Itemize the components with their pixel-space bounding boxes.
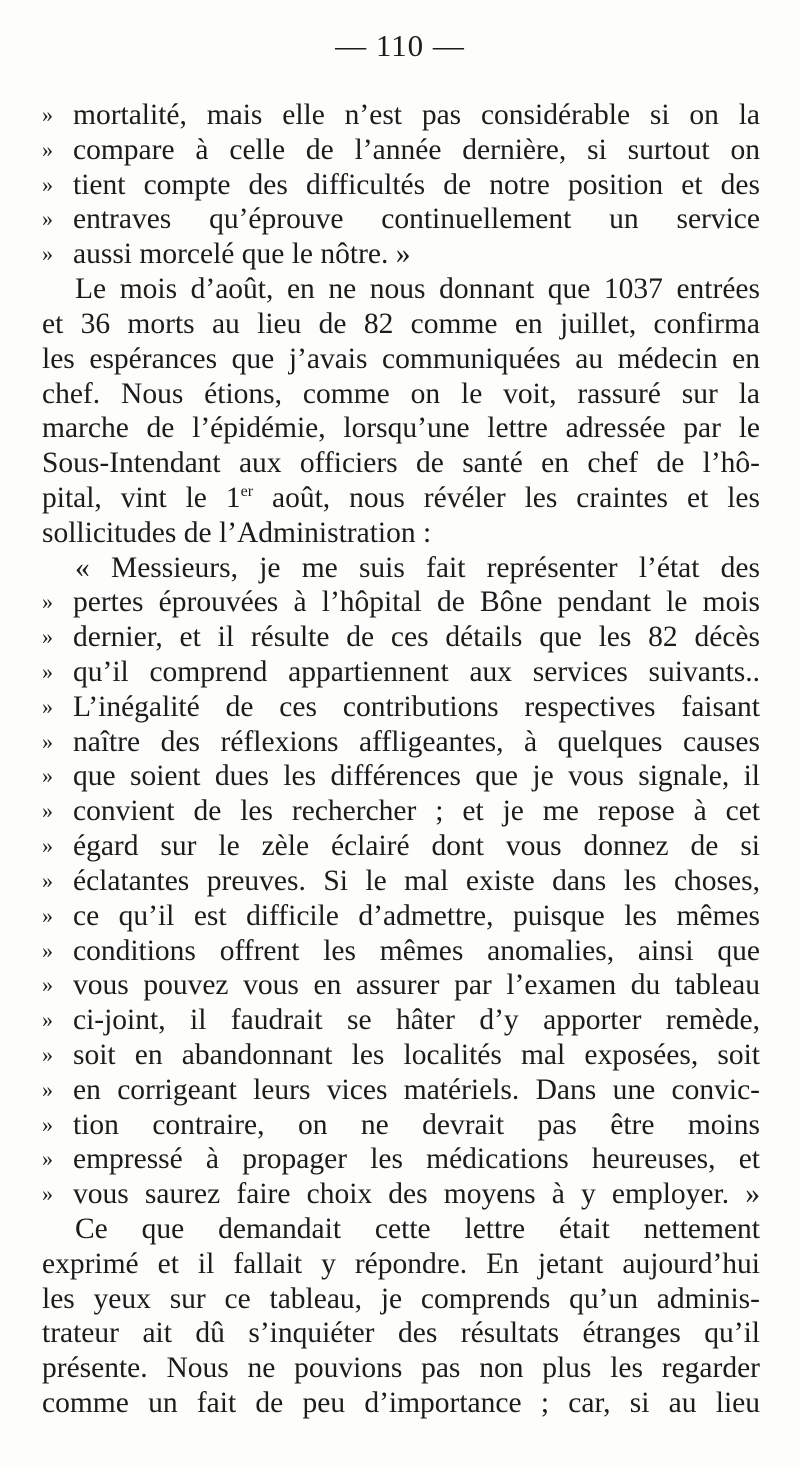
- line-text: ce qu’il est difficile d’admettre, puisque les mêmes: [73, 899, 760, 932]
- quote-mark: »: [42, 763, 53, 789]
- line-text: chef. Nous étions, comme on le voit, rassuré sur la: [42, 377, 760, 410]
- line-text: que soient dues les différences que je vous signale, il: [73, 760, 760, 793]
- quote-mark: »: [42, 659, 53, 684]
- line-text: égard sur le zèle éclairé dont vous donnez de si: [73, 830, 760, 863]
- quote-mark: »: [42, 102, 53, 127]
- quote-mark: »: [42, 693, 53, 719]
- line-text: et 36 morts au lieu de 82 comme en juillet, confirma: [42, 307, 760, 340]
- line-text: Ce que demandait cette lettre était nettement: [75, 1213, 760, 1245]
- line-text-tail: août, nous révéler les craintes et les: [253, 481, 760, 514]
- quote-mark: »: [42, 589, 53, 615]
- page-number: — 110 —: [335, 28, 465, 63]
- line-text: vous saurez faire choix des moyens à y employer. »: [73, 1178, 760, 1211]
- line-text: tion contraire, on ne devrait pas être moins: [73, 1108, 760, 1141]
- text-line: [42, 1247, 760, 1282]
- quote-mark: »: [42, 833, 53, 859]
- line-text: marche de l’épidémie, lorsqu’une lettre adressée par le: [42, 412, 760, 445]
- line-text: en corrigeant leurs vices matériels. Dans une convic-: [73, 1073, 760, 1106]
- line-text: exprimé et il fallait y répondre. En jetant aujourd’hui: [42, 1247, 760, 1280]
- text-line: [42, 551, 760, 586]
- text-line: [42, 237, 760, 272]
- text-line: [42, 1177, 760, 1212]
- line-text: L’inégalité de ces contributions respectives faisant: [73, 690, 760, 723]
- quote-mark: »: [42, 867, 53, 893]
- line-text: tient compte des difficultés de notre position et des: [73, 168, 760, 201]
- text-line: [42, 516, 760, 551]
- line-text: présente. Nous ne pouvions pas non plus les regarder: [42, 1352, 760, 1385]
- quote-mark: »: [42, 1111, 53, 1137]
- line-text: les espérances que j’avais communiquées au médecin en: [42, 342, 760, 375]
- line-text: trateur ait dû s’inquiéter des résultats étranges qu’il: [42, 1317, 760, 1350]
- text-line: [42, 1003, 760, 1038]
- text-line: [42, 655, 760, 690]
- text-line: [42, 1282, 760, 1317]
- text-line: [42, 620, 760, 655]
- text-line: [42, 899, 760, 934]
- quote-mark: »: [42, 902, 53, 928]
- line-text: empressé à propager les médications heureuses, et: [73, 1143, 760, 1176]
- text-line: [42, 98, 760, 133]
- text-line: [42, 1142, 760, 1177]
- line-text: compare à celle de l’année dernière, si surtout on: [73, 133, 760, 166]
- line-text: Le mois d’août, en ne nous donnant que 1037 entrées: [75, 273, 760, 306]
- quote-mark: »: [42, 1007, 53, 1033]
- line-text: dernier, et il résulte de ces détails que les 82 décès: [73, 621, 760, 654]
- line-text: vous pouvez vous en assurer par l’examen du tableau: [73, 969, 760, 1002]
- line-text: pertes éprouvées à l’hôpital de Bône pendant le mois: [73, 586, 760, 619]
- text-line: [42, 794, 760, 829]
- text-line: [42, 968, 760, 1003]
- line-text: ci-joint, il faudrait se hâter d’y apporter remède,: [73, 1004, 760, 1037]
- quote-mark: »: [42, 728, 53, 754]
- line-text: pital, vint le 1: [42, 481, 241, 514]
- text-line: [42, 1386, 760, 1421]
- text-line: [42, 1212, 760, 1247]
- line-text: sollicitudes de l’Administration :: [42, 516, 432, 549]
- line-text: « Messieurs, je me suis fait représenter l’état des: [75, 551, 760, 584]
- line-text: les yeux sur ce tableau, je comprends qu’un adminis-: [42, 1282, 760, 1315]
- quote-mark: »: [42, 937, 53, 963]
- text-line: [42, 1038, 760, 1073]
- text-line: [42, 377, 760, 412]
- text-line: [42, 411, 760, 446]
- text-line: [42, 446, 760, 481]
- text-line: [42, 342, 760, 377]
- text-line: [42, 690, 760, 725]
- line-text: aussi morcelé que le nôtre. »: [73, 238, 411, 271]
- text-line: [42, 934, 760, 969]
- line-text: comme un fait de peu d’importance ; car, si au lieu: [42, 1387, 760, 1420]
- text-line: [42, 864, 760, 899]
- line-text: qu’il comprend appartiennent aux services suivants..: [73, 656, 760, 688]
- line-text: convient de les rechercher ; et je me repose à cet: [73, 795, 760, 828]
- line-text: mortalité, mais elle n’est pas considérable si on la: [73, 99, 760, 131]
- quote-mark: »: [42, 206, 53, 232]
- quote-mark: »: [42, 171, 53, 197]
- quote-mark: »: [42, 798, 53, 824]
- line-text: soit en abandonnant les localités mal exposées, soit: [73, 1038, 760, 1071]
- text-line: [42, 272, 760, 307]
- quote-mark: »: [42, 1041, 53, 1067]
- text-line: [42, 202, 760, 237]
- text-line: [42, 585, 760, 620]
- body-text: [42, 98, 760, 1421]
- quote-mark: »: [42, 1076, 53, 1102]
- line-text: Sous-Intendant aux officiers de santé en chef de l’hô-: [42, 447, 760, 480]
- superscript: er: [240, 482, 254, 500]
- text-line: [42, 725, 760, 760]
- text-line: [42, 1316, 760, 1351]
- text-line: [42, 759, 760, 794]
- text-line: [42, 1073, 760, 1108]
- text-line: [42, 1351, 760, 1386]
- text-line: [42, 829, 760, 864]
- line-text: conditions offrent les mêmes anomalies, ainsi que: [73, 934, 760, 967]
- line-text: éclatantes preuves. Si le mal existe dans les choses,: [73, 864, 760, 897]
- quote-mark: »: [42, 1181, 53, 1207]
- quote-mark: »: [42, 1146, 53, 1172]
- text-line: [42, 168, 760, 203]
- line-text: entraves qu’éprouve continuellement un service: [73, 203, 760, 236]
- text-line: [42, 481, 760, 516]
- quote-mark: »: [42, 972, 53, 998]
- quote-mark: »: [42, 136, 53, 162]
- text-line: [42, 133, 760, 168]
- line-text: naître des réflexions affligeantes, à quelques causes: [73, 725, 760, 758]
- text-line: [42, 1108, 760, 1143]
- text-line: [42, 307, 760, 342]
- quote-mark: »: [42, 241, 53, 267]
- quote-mark: »: [42, 624, 53, 650]
